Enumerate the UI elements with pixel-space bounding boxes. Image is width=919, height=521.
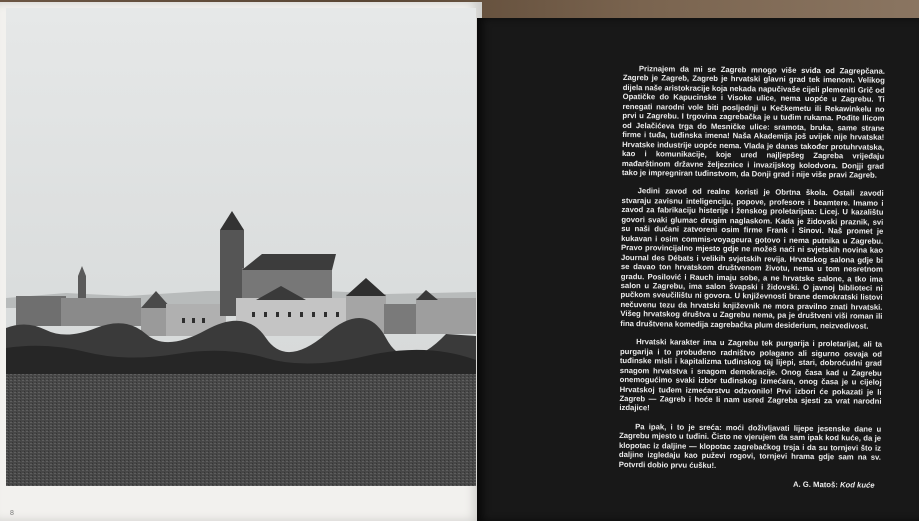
paragraph-2: Jedini zavod od realne koristi je Obrtna škola. Ostali zavodi stvaraju zavisnu inteligenciju, popove, profesore i beamtere. Imamo i zavod za fabrikaciju histerije i ženskog proletarijata: Licej. U kazalištu govori svaki glumac drugim naglaskom. Kada je židovski praznik, svi su naši dućani zatvoreni osim firme Frank i Sinovi. Naš promet je kukavan i osim commis-voyageura gotovo i nema putnika u Zagrebu. Pravo provincijalno mjesto gdje ne možeš naći ni svjetskih novina kao Journal des Débats i velikih svjetskih revija. Hrvatskog salona gdje bi se davao ton hrvatskom društvenom životu, nema u tom nesretnom gradu. Posilović i Rauch imaju sobe, a ne hrvatske salone, a tko ima salon u Zagrebu, ima salon švapski i židovski. O javnoj biblioteci ni pučkom sveučilištu ni govora. U književnosti brane demokratski listovi nečuvenu tezu da hrvatski književnik ne mora pravilno znati hrvatski. Višeg hrvatskog društva u Zagrebu nema, pa je društveni viši roman ili fina društvena komedija zagrebačka plum desiderium, neizvedivost. bbox=[620, 186, 884, 331]
signature-title: Kod kuće bbox=[839, 480, 875, 490]
right-page bbox=[477, 18, 919, 521]
paragraph-1: Priznajem da mi se Zagreb mnogo više sviđa od Zagrepčana. Zagreb je Zagreb, Zagreb je hrvatski glavni grad tek imenom. Velikog dijela naše aristokracije koja nekada napučivaše cijeli plemeniti Grič od Opatičke do Kapucinske i Visoke ulice, nema uopće u Zagrebu. Ti renegati narodni vole biti posljednji u Kečkemetu ili Rekawinkelu no prvi u Zagrebu. I trgovina zagrebačka je u tuđim rukama. Pođite Ilicom od Jelačićeva trga do Mesničke ulice: sramota, bruka, same strane firme i tuđa, tuđinska imena! Naša Akademija još uvijek nije hrvatska! Hrvatske industrije uopće nema. Vlada je danas također protuhrvatska, kao i komunikacije, koje ured najljepšeg Zagreba vrijeđaju mađarštinom državne željeznice i invazijskog kolodvora. Donjji grad tako je impregniran tuđinstvom, da Donji grad i nije više pravi Zagreb. bbox=[621, 64, 885, 180]
town-skyline-photo bbox=[6, 8, 476, 486]
signature bbox=[619, 478, 881, 490]
left-page bbox=[0, 2, 482, 521]
paragraph-4: Pa ipak, i to je sreća: moći doživljavati lijepe jesenske dane u Zagrebu mjesto u tuđini. Čisto ne vjerujem da sam ipak kod kuće, da je klopotac iz daljine — klopotac zagrebačkog trsja i da su tornjevi što iz daljine izgledaju kao puževi rogovi, tornjevi hrama gdje sam na sv. Potvrdi dobio prvu ćušku!. bbox=[618, 422, 882, 470]
signature-author: A. G. Matoš: bbox=[792, 479, 838, 490]
essay-text-column bbox=[619, 64, 885, 490]
paragraph-3: Hrvatski karakter ima u Zagrebu tek purgarija i proletarijat, ali ta purgarija i to probuđeno radništvo polagano ali sigurno osvaja od tuđinske misli i kapitalizma tuđinskog taj lijepi, stari, dobroćudni grad snagom hrvatstva i snagom demokracije. Onog časa kad u Zagrebu onemogućimo svaki izbor tuđinskog izmećara, onog časa je u cijeloj Hrvatskoj tuđem izmećarstvu odzvonilo! Prvi izbori će pokazati je li Zagreb — Zagreb i hoće li nam usred Zagreba sjesti za vrat narodni izdajice! bbox=[619, 337, 883, 413]
page-number: 8 bbox=[10, 510, 14, 517]
